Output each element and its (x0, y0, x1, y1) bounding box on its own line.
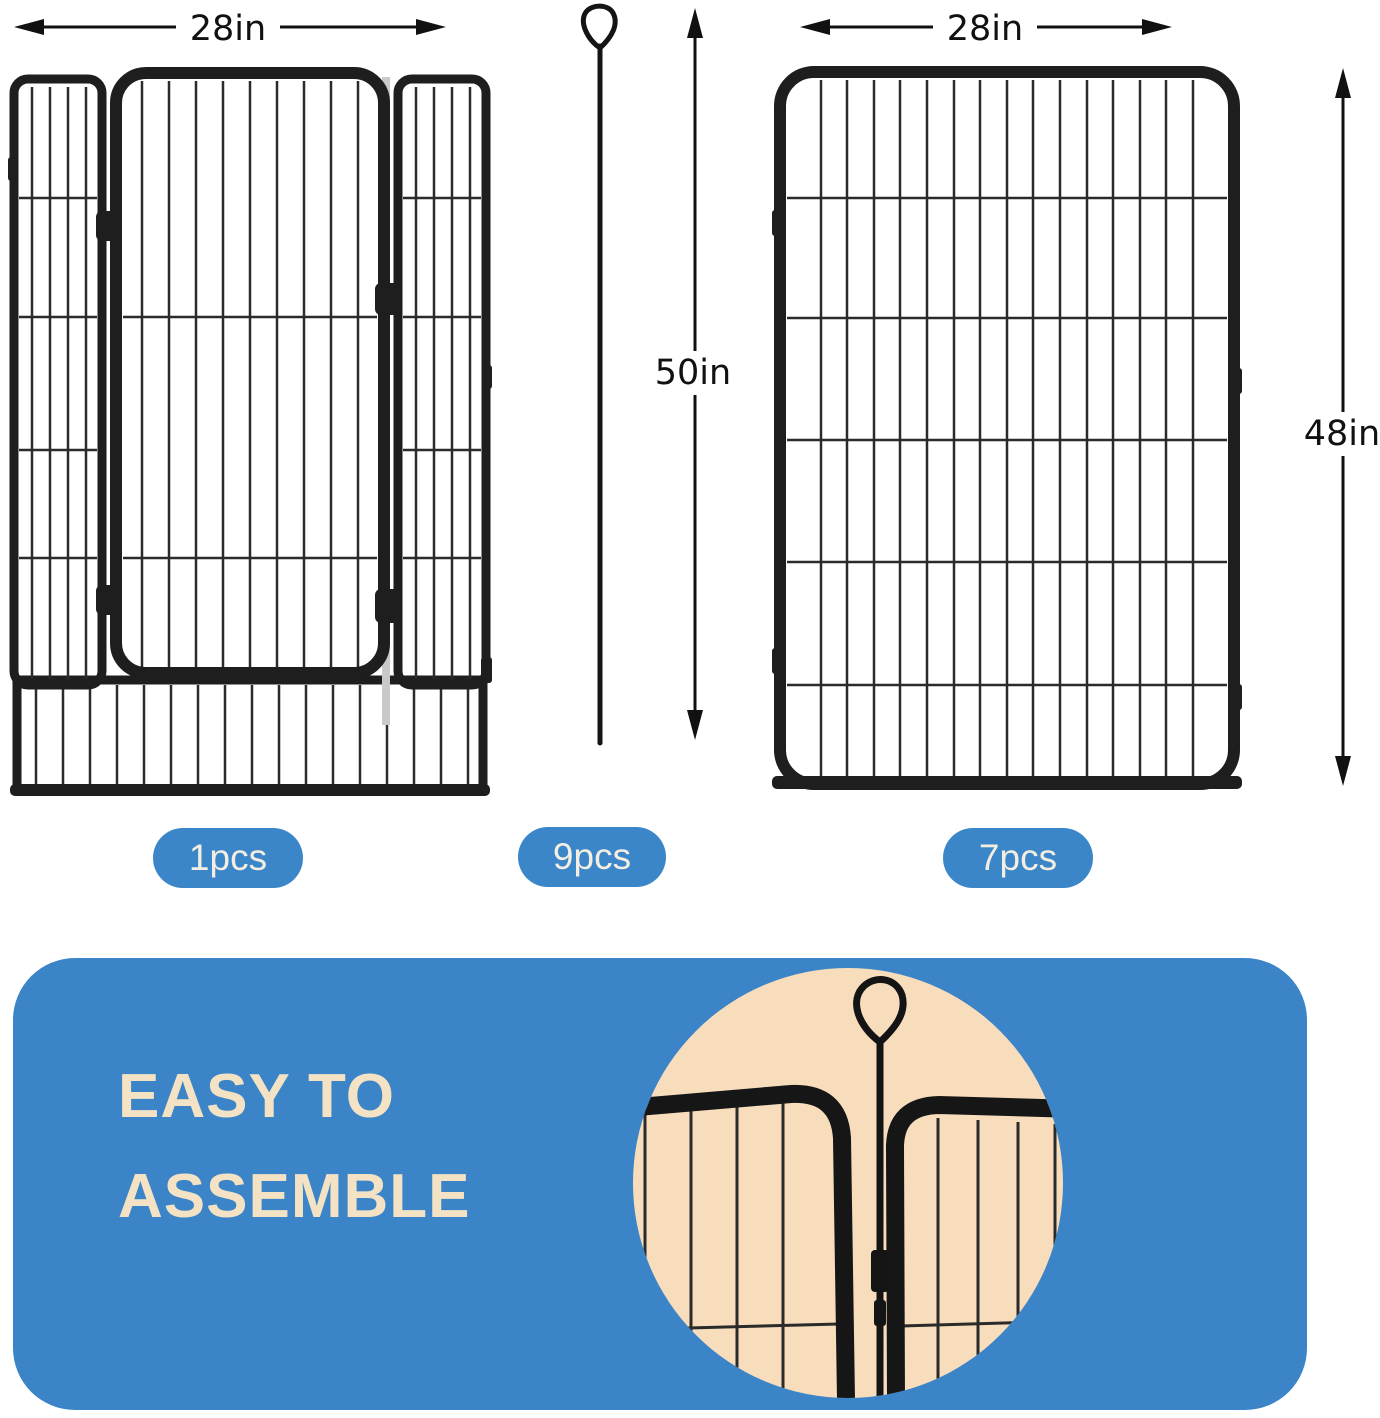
stake-count-badge: 9pcs (518, 827, 666, 887)
panel-width-label: 28in (933, 7, 1037, 51)
banner-title-line1: EASY TO (118, 1062, 395, 1131)
stake-height-label: 50in (641, 351, 745, 395)
banner-title-line2: ASSEMBLE (118, 1162, 471, 1231)
gate-count-badge: 1pcs (153, 828, 303, 888)
gate-width-label: 28in (176, 7, 280, 51)
fence-panel-image (772, 62, 1242, 797)
panel-height-label: 48in (1290, 412, 1380, 456)
gate-panel-image (8, 65, 492, 800)
stake-connection-image (633, 968, 1063, 1398)
ground-stake-image (572, 2, 628, 747)
easy-assemble-banner (13, 958, 1307, 1410)
assembly-detail-inset (633, 968, 1063, 1398)
panel-count-badge: 7pcs (943, 828, 1093, 888)
